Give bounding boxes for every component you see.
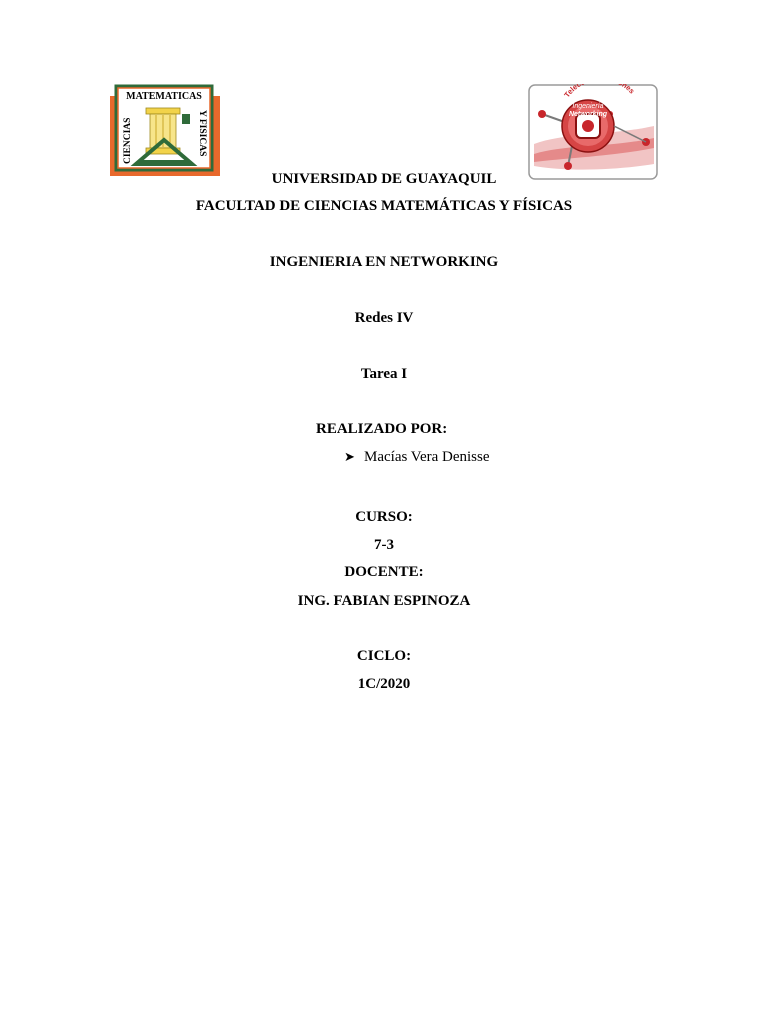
author-name: Macías Vera Denisse: [364, 449, 490, 465]
networking-logo-image: [528, 84, 658, 180]
arrow-bullet-icon: ➤: [344, 450, 355, 465]
authors-label: REALIZADO POR:: [316, 421, 448, 437]
faculty-name: FACULTAD DE CIENCIAS MATEMÁTICAS Y FÍSICAS: [195, 198, 573, 214]
faculty-logo-top-text: MATEMATICAS: [126, 91, 202, 102]
faculty-logo-image: [108, 84, 222, 178]
career-name: INGENIERIA EN NETWORKING: [269, 254, 499, 270]
networking-logo-inner-text-1: Ingeniería: [572, 103, 604, 110]
university-name: UNIVERSIDAD DE GUAYAQUIL: [271, 171, 497, 187]
teacher-value: ING. FABIAN ESPINOZA: [297, 593, 471, 609]
cycle-value: 1C/2020: [357, 676, 411, 692]
course-value: 7-3: [374, 537, 394, 553]
faculty-logo-left-text: CIENCIAS: [123, 117, 133, 164]
faculty-logo-right-text: Y FISICAS: [197, 110, 207, 157]
course-label: CURSO:: [355, 509, 413, 525]
networking-logo: [528, 84, 658, 180]
networking-logo-inner-text-2: Networking: [568, 111, 608, 118]
assignment-title: Tarea I: [360, 366, 408, 382]
teacher-label: DOCENTE:: [344, 564, 424, 580]
networking-logo-arc-text: Telec nes: [562, 84, 637, 100]
faculty-logo: [108, 84, 222, 178]
cycle-label: CICLO:: [356, 648, 412, 664]
subject-name: Redes IV: [354, 310, 414, 326]
author-list-item: [344, 448, 490, 467]
